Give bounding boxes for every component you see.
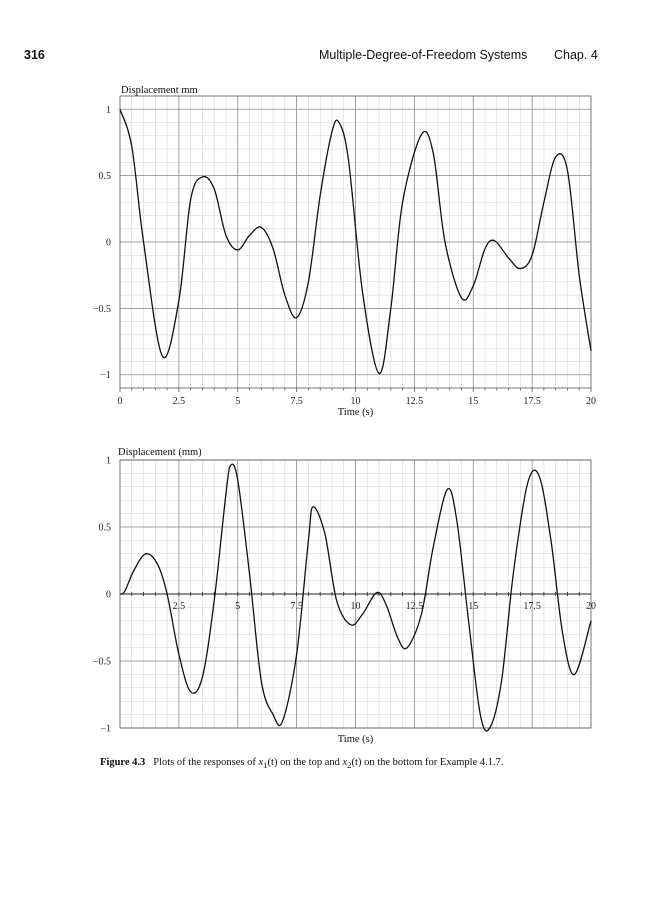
x-tick-label: 2.5 [172,396,186,407]
x-tick-label: 12.5 [405,396,424,407]
page-header [0,48,647,68]
x-tick-label: 15 [468,601,479,612]
caption-text-a: Plots of the responses of [153,757,259,768]
x-tick-label: 15 [468,396,479,407]
y-tick-label: 0.5 [98,171,111,183]
caption-text-b: on the top and [277,757,343,768]
y-tick-label: 0 [106,589,111,601]
x-tick-label: 5 [235,601,241,612]
y-tick-label: 1 [106,104,111,116]
y-tick-label: −0.5 [92,656,111,668]
y-tick-label: −1 [100,723,111,735]
x-tick-label: 2.5 [172,601,186,612]
y-axis-title: Displacement (mm) [118,447,202,458]
x-tick-label: 20 [586,601,596,612]
grid [120,96,591,388]
running-title: Multiple-Degree-of-Freedom Systems [319,48,528,62]
caption-sub-2: 2 [347,760,352,771]
caption-arg-2: (t) [351,757,362,768]
caption-sub-1: 1 [263,760,268,771]
caption-arg-1: (t) [267,757,278,768]
figure-caption [100,756,520,772]
caption-text-c: on the bottom for Example 4.1.7. [361,757,504,768]
x-axis-title: Time (s) [337,407,374,418]
x-tick-label: 17.5 [523,396,541,407]
bottom-chart [0,440,647,750]
page-number: 316 [24,48,45,62]
caption-var-2: x [342,757,348,768]
x-tick-label: 7.5 [290,601,303,612]
y-tick-label: 1 [106,455,111,467]
x-axis-title: Time (s) [337,734,374,745]
x-tick-label: 20 [586,396,596,407]
x-tick-label: 10 [350,396,361,407]
top-chart [0,80,647,418]
y-tick-label: −1 [100,370,111,382]
x-tick-label: 0 [117,396,123,407]
y-axis-title: Displacement mm [121,85,198,96]
x-tick-label: 5 [235,396,241,407]
y-tick-label: −0.5 [92,303,111,315]
caption-var-1: x [258,757,264,768]
x-tick-label: 10 [350,601,361,612]
x-tick-label: 7.5 [290,396,303,407]
x-tick-label: 17.5 [523,601,541,612]
x-tick-label: 12.5 [405,601,424,612]
figure-label: Figure 4.3 [100,757,146,768]
y-tick-label: 0 [106,237,111,249]
y-tick-label: 0.5 [98,522,111,534]
chapter-label: Chap. 4 [554,48,598,62]
